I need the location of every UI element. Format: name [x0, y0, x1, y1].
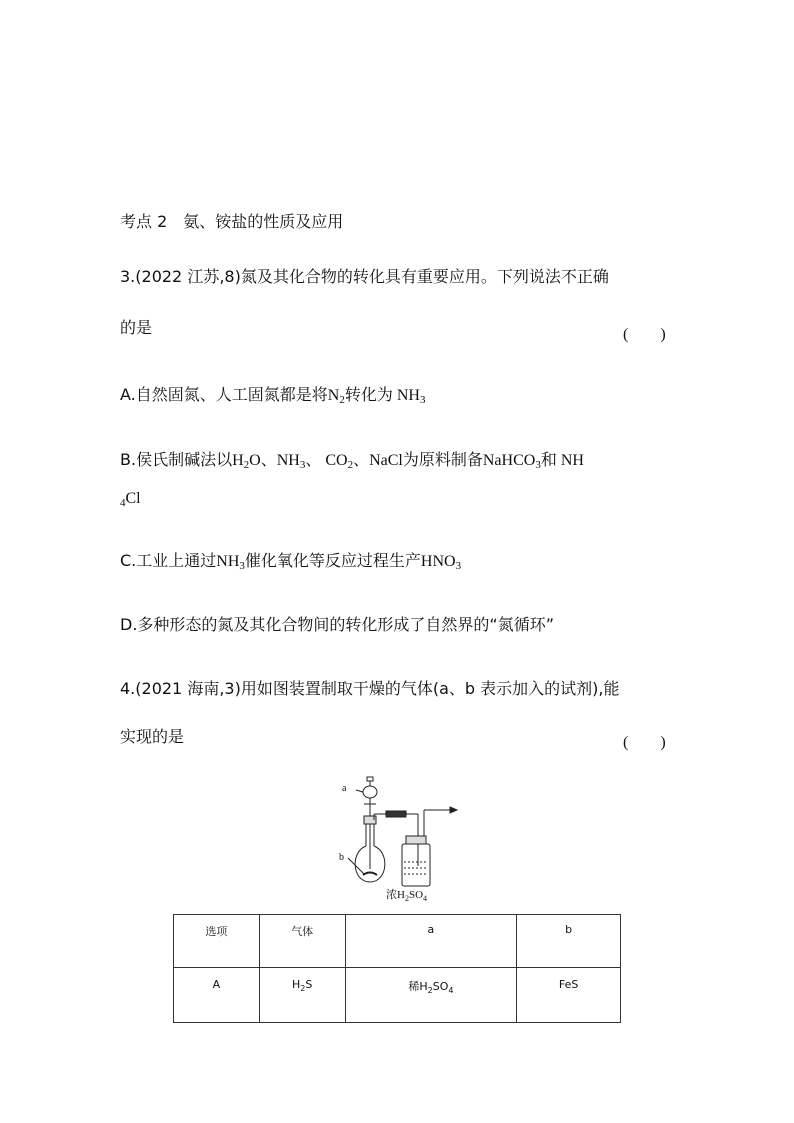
q3-option-a: A.自然固氮、人工固氮都是将$N_2$转化为 $NH_3$: [120, 385, 426, 406]
cell-reagent-a: 稀$H_2SO_4$: [345, 968, 517, 1023]
q3-option-c: C.工业上通过$NH_3$催化氧化等反应过程生产$HNO_3$: [120, 551, 462, 572]
cell-reagent-b: FeS: [517, 968, 621, 1023]
arrow-icon: [450, 807, 457, 813]
label-a: a: [342, 783, 347, 794]
diagram-caption: 浓$H_2SO_4$: [386, 889, 428, 903]
formula-hno3: $HNO_3$: [420, 553, 462, 572]
cell-gas: $H_2S$: [259, 968, 345, 1023]
formula-nh3: $NH_3$: [216, 553, 245, 572]
q4-stem-line2: 实现的是: [120, 727, 185, 746]
formula-nh4cl-part1: NH: [560, 452, 584, 469]
table-header-row: [174, 915, 621, 968]
section-title: 考点 2 氨、铵盐的性质及应用: [120, 212, 344, 231]
cell-option: A: [174, 968, 260, 1023]
q3-answer-paren: ( ): [623, 326, 666, 343]
table-row: [174, 968, 621, 1023]
formula-nh3: $NH_3$: [276, 452, 306, 471]
q3-option-d: D.多种形态的氮及其化合物间的转化形成了自然界的“氮循环”: [120, 615, 554, 634]
header-gas: 气体: [259, 915, 345, 968]
formula-h2o: $H_2O$、: [232, 452, 277, 471]
q3-stem-line1: 3.(2022 江苏,8)氮及其化合物的转化具有重要应用。下列说法不正确: [120, 267, 609, 286]
funnel-bulb: [363, 786, 377, 798]
rubber-connector: [386, 811, 406, 817]
q4-stem-line1: 4.(2021 海南,3)用如图装置制取干燥的气体(a、b 表示加入的试剂),能: [120, 679, 620, 698]
apparatus-diagram: [330, 774, 470, 904]
label-b: b: [339, 852, 344, 863]
q3-option-b-line2: $_4$Cl: [120, 490, 141, 509]
q3-option-b: B.侯氏制碱法以$H_2O$、$NH_3$、 $CO_2$、NaCl为原料制备NaHCO$_3$和 NH: [120, 450, 584, 471]
q3-stem-line2: 的是: [120, 318, 153, 337]
formula-co2: $CO_2$: [325, 452, 354, 471]
formula-n2: $N_2$: [327, 387, 345, 406]
apparatus-drawing: [330, 774, 470, 904]
header-reagent-a: a: [345, 915, 517, 968]
formula-nacl: NaCl: [369, 452, 403, 469]
q4-answer-paren: ( ): [623, 734, 666, 751]
formula-nh3: $NH_3$: [396, 387, 426, 406]
wash-bottle: [402, 844, 430, 886]
header-reagent-b: b: [517, 915, 621, 968]
options-table: [173, 914, 621, 1023]
header-option: 选项: [174, 915, 260, 968]
formula-nahco3: NaHCO$_3$: [482, 452, 541, 471]
